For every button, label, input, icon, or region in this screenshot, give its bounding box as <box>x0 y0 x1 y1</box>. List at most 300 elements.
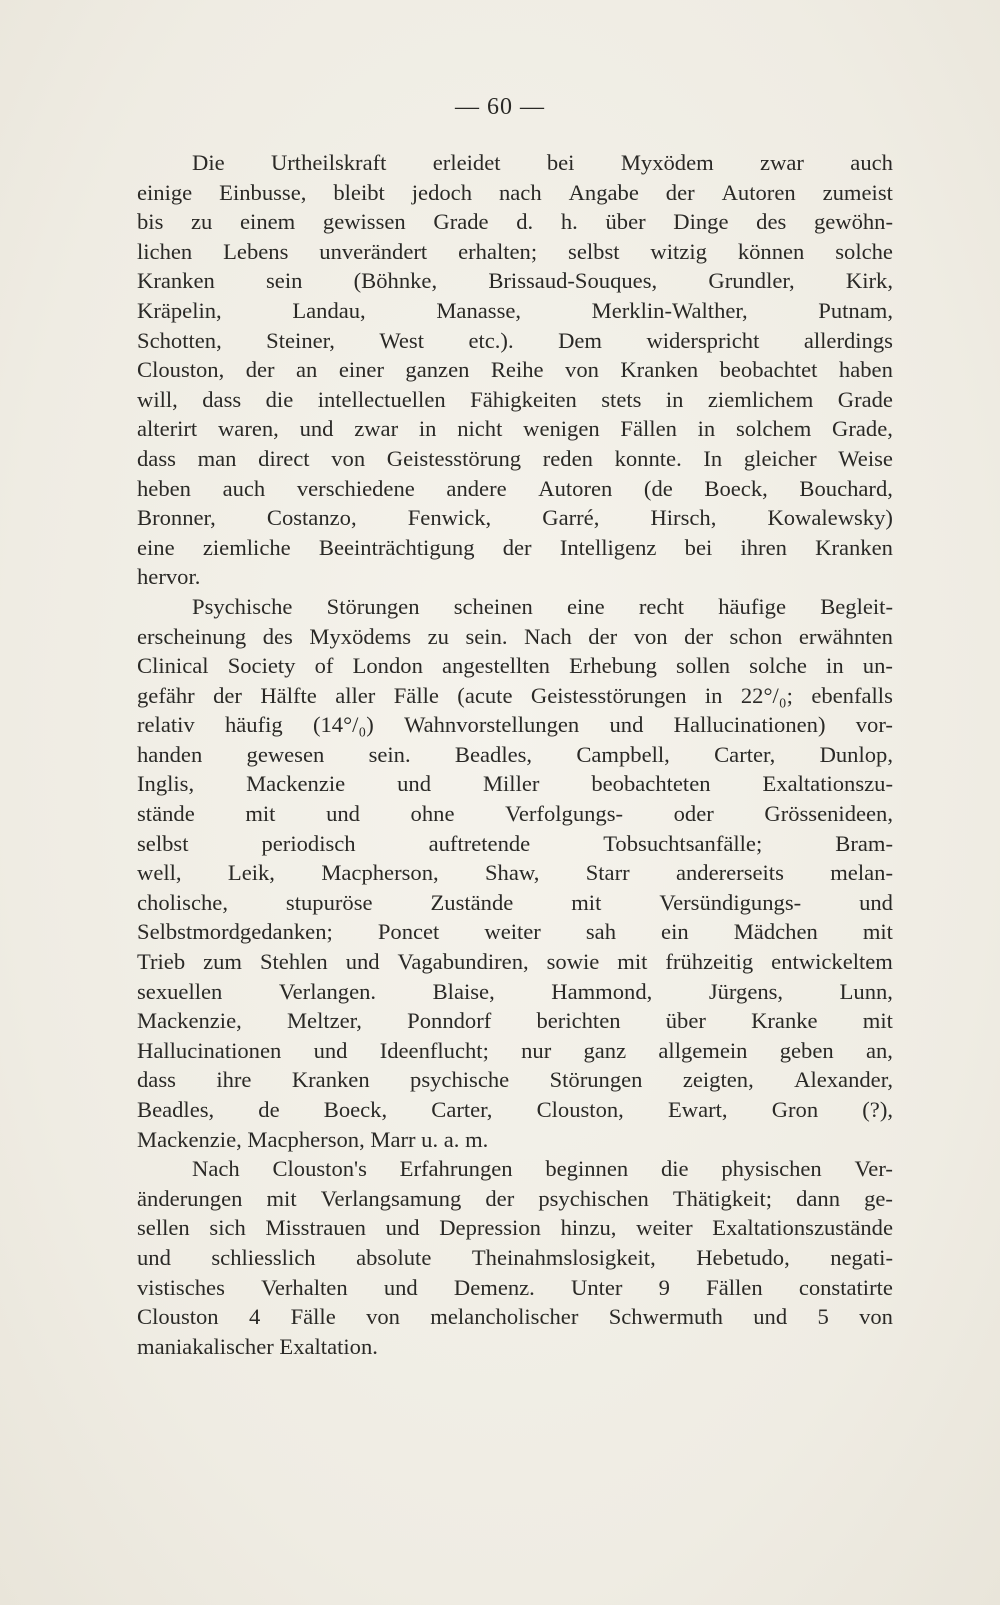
word: scheinen <box>453 593 533 619</box>
word: Demenz. <box>453 1274 535 1300</box>
word: eine <box>567 593 605 619</box>
word: Reihe <box>490 357 544 383</box>
word: Einbusse, <box>219 179 307 205</box>
word: sein. <box>368 741 411 767</box>
word: sah <box>585 919 616 945</box>
word: Clouston, <box>137 357 225 383</box>
word: erwähnten <box>798 623 893 649</box>
text-line <box>137 1065 893 1095</box>
word: In <box>703 445 723 471</box>
word: von <box>565 357 599 383</box>
word: Zustände <box>430 889 514 915</box>
word: auch <box>850 150 893 175</box>
word: des <box>262 623 293 649</box>
word: allerdings <box>803 327 893 353</box>
text-line: maniakalischer Exaltation. <box>137 1333 378 1359</box>
word: stupuröse <box>285 889 373 915</box>
word: Fähigkeiten <box>470 386 577 412</box>
word: selbst <box>568 238 620 264</box>
word: Störungen <box>326 593 420 619</box>
word: Clouston, <box>536 1097 624 1122</box>
word: absolute <box>356 1244 432 1270</box>
word: Inglis, <box>137 771 195 797</box>
word: Starr <box>585 860 630 886</box>
word: Depression <box>439 1215 541 1241</box>
word: Geistesstörung <box>386 445 522 471</box>
word: erscheinung <box>137 623 247 649</box>
text-line <box>137 651 893 681</box>
word: dass <box>137 1067 176 1093</box>
word: lichen <box>137 238 193 264</box>
word: ihren <box>740 534 787 560</box>
word: eine <box>137 534 175 560</box>
text-line <box>137 858 893 888</box>
word: gewissen <box>322 209 406 235</box>
word: Ewart, <box>667 1097 728 1122</box>
word: oder <box>673 801 714 827</box>
word: Mädchen <box>733 919 818 945</box>
word: wenigen <box>523 416 600 442</box>
word: weiter <box>484 919 541 945</box>
word: negati- <box>830 1244 893 1270</box>
word: Versündigungs- <box>659 889 802 915</box>
word: der <box>245 357 275 383</box>
word: zu <box>191 209 213 235</box>
word: Kräpelin, <box>137 297 222 323</box>
word: gewöhn- <box>813 209 893 235</box>
word: Alexander, <box>794 1067 893 1093</box>
text-line <box>137 622 893 652</box>
word: Landau, <box>292 297 366 323</box>
word: und <box>859 889 893 915</box>
word: Dunlop, <box>819 741 893 767</box>
word: in <box>697 416 716 442</box>
word: ziemliche <box>202 534 291 560</box>
word: sowie <box>546 949 600 975</box>
word: 4 <box>248 1304 261 1330</box>
word: zumeist <box>822 179 893 205</box>
word: Dinge <box>673 209 729 235</box>
word: der <box>485 1185 515 1211</box>
text-line <box>137 1095 893 1125</box>
word: Boeck, <box>323 1097 388 1122</box>
word: mit <box>245 801 276 827</box>
page-number: — 60 — <box>455 94 545 120</box>
word: sollen <box>676 653 731 679</box>
word: zwar <box>760 150 804 175</box>
word: Vagabundiren, <box>397 949 529 975</box>
text-line: Mackenzie, Macpherson, Marr u. a. m. <box>137 1126 489 1152</box>
text-line <box>137 799 893 829</box>
word: der <box>213 682 242 708</box>
word: Hirsch, <box>650 505 717 531</box>
word: können <box>737 238 805 264</box>
text-line <box>137 710 893 740</box>
word: relativ <box>137 712 195 738</box>
word: allgemein <box>658 1037 748 1063</box>
word: de <box>258 1097 280 1122</box>
word: frühzeitig <box>665 949 754 975</box>
word: mit <box>266 1185 297 1211</box>
word: of <box>314 653 334 679</box>
word: Ideenflucht; <box>379 1037 489 1063</box>
word: sein. <box>465 623 508 649</box>
word: der <box>588 623 618 649</box>
paragraph-3 <box>137 1154 893 1361</box>
word: vor- <box>855 712 893 738</box>
text-line <box>137 1036 893 1066</box>
text-line <box>137 1006 893 1036</box>
word: Hebetudo, <box>696 1244 790 1270</box>
word: Verlangsamung <box>320 1185 462 1211</box>
word: Unter <box>571 1274 623 1300</box>
word: an <box>296 357 318 383</box>
word: schliesslich <box>211 1244 316 1270</box>
word: Steiner, <box>266 327 335 353</box>
word: unverändert <box>319 238 428 264</box>
word: bis <box>137 209 164 235</box>
word: Merklin-Walther, <box>591 297 748 323</box>
word: Hallucinationen) <box>673 712 826 738</box>
text-line <box>137 503 893 533</box>
word: Autoren <box>721 179 796 205</box>
word: zum <box>203 949 242 975</box>
word: nicht <box>457 416 503 442</box>
word: Shaw, <box>484 860 540 886</box>
word: (14°/₀) <box>312 712 374 738</box>
word: nach <box>498 179 542 205</box>
word: Leik, <box>227 860 275 886</box>
word: Psychische <box>192 593 293 619</box>
word: der <box>502 534 532 560</box>
word: Lebens <box>223 238 289 264</box>
word: einige <box>137 179 193 205</box>
word: Society <box>227 653 296 679</box>
word: Nach <box>524 623 572 649</box>
word: ziemlichem <box>707 386 814 412</box>
word: Garré, <box>542 505 600 531</box>
word: Stehlen <box>259 949 328 975</box>
word: bei <box>546 150 575 175</box>
word: Autoren <box>538 475 613 501</box>
word: gleicher <box>743 445 817 471</box>
word: periodisch <box>261 830 356 856</box>
word: schon <box>729 623 783 649</box>
word: entwickeltem <box>771 949 893 975</box>
word: und <box>383 1274 418 1300</box>
word: zu <box>427 623 449 649</box>
word: dass <box>137 445 176 471</box>
word: jedoch <box>411 179 473 205</box>
word: Kranken <box>620 357 699 383</box>
word: recht <box>638 593 685 619</box>
word: vistisches <box>137 1274 225 1300</box>
word: Fälle <box>290 1304 336 1330</box>
word: sellen <box>137 1215 190 1241</box>
word: Lunn, <box>839 978 893 1004</box>
text-line <box>137 769 893 799</box>
word: Selbstmordgedanken; <box>137 919 333 945</box>
word: Geistesstörungen <box>530 682 687 708</box>
word: in <box>826 653 844 679</box>
word: Fälle <box>393 682 439 708</box>
word: erhalten; <box>458 238 538 264</box>
word: aller <box>335 682 376 708</box>
text-line <box>137 917 893 947</box>
word: psychischen <box>538 1185 649 1211</box>
word: Campbell, <box>576 741 670 767</box>
word: in <box>418 416 437 442</box>
word: Grade, <box>832 416 893 442</box>
word: Schwermuth <box>608 1304 723 1330</box>
word: physischen <box>721 1156 822 1182</box>
word: und <box>326 801 360 827</box>
word: ebenfalls <box>811 682 893 708</box>
word: un- <box>862 653 893 679</box>
paragraph-2 <box>137 592 893 1154</box>
word: die <box>660 1156 689 1182</box>
word: Carter, <box>431 1097 493 1122</box>
word: ganzen <box>405 357 470 383</box>
word: konnte. <box>614 445 682 471</box>
word: Erfahrungen <box>399 1156 513 1182</box>
word: Thätigkeit; <box>672 1185 772 1211</box>
word: zwar <box>354 416 399 442</box>
word: in <box>665 386 684 412</box>
text-line <box>137 1213 893 1243</box>
word: Grade <box>433 209 489 235</box>
word: 5 <box>817 1304 829 1330</box>
text-line <box>137 385 893 415</box>
word: an, <box>865 1037 893 1063</box>
word: Meltzer, <box>286 1008 362 1034</box>
word: Macpherson, <box>321 860 439 886</box>
word: mit <box>571 889 602 915</box>
word: solche <box>835 238 893 264</box>
word: London <box>352 653 423 679</box>
text-line <box>137 326 893 356</box>
word: cholische, <box>137 889 228 915</box>
text-line <box>137 237 893 267</box>
word: Dem <box>558 327 602 353</box>
word: Schotten, <box>137 327 222 353</box>
word: Theinahmslosigkeit, <box>471 1244 656 1270</box>
word: sein <box>266 268 303 294</box>
word: Blaise, <box>432 978 495 1004</box>
word: Gron <box>771 1097 819 1122</box>
word: Kranken <box>137 268 215 294</box>
word: Die <box>192 150 225 175</box>
word: Beadles, <box>137 1097 215 1122</box>
word: änderungen <box>137 1185 243 1211</box>
word: solche <box>749 653 807 679</box>
word: well, <box>137 860 182 886</box>
word: etc.). <box>468 327 514 353</box>
text-line <box>137 444 893 474</box>
word: Manasse, <box>436 297 522 323</box>
word: d. <box>516 209 534 235</box>
text-line <box>137 266 893 296</box>
word: und <box>313 1037 348 1063</box>
word: Fällen <box>706 1274 763 1300</box>
word: (?), <box>862 1097 893 1122</box>
text-line <box>137 977 893 1007</box>
word: Hallucinationen <box>137 1037 282 1063</box>
word: Ponndorf <box>407 1008 492 1034</box>
text-line <box>137 533 893 563</box>
word: Grundler, <box>708 268 795 294</box>
word: (Böhnke, <box>353 268 438 294</box>
word: Misstrauen <box>265 1215 366 1241</box>
word: Kowalewsky) <box>767 505 893 531</box>
word: stände <box>137 801 195 827</box>
text-line <box>137 1184 893 1214</box>
word: Störungen <box>549 1067 643 1093</box>
word: Verhalten <box>261 1274 348 1300</box>
word: Bouchard, <box>799 475 893 501</box>
word: gefähr <box>137 682 195 708</box>
word: über <box>665 1008 706 1034</box>
body-text <box>137 148 893 1361</box>
word: Bram- <box>835 830 893 856</box>
text-line <box>137 148 893 178</box>
word: reden <box>542 445 593 471</box>
word: man <box>197 445 237 471</box>
word: Hälfte <box>260 682 317 708</box>
word: und <box>753 1304 788 1330</box>
word: Clinical <box>137 653 209 679</box>
word: Grade <box>837 386 893 412</box>
word: und <box>137 1244 171 1270</box>
word: angestellten <box>442 653 550 679</box>
word: stets <box>601 386 642 412</box>
word: Fällen <box>620 416 677 442</box>
word: Boeck, <box>704 475 768 501</box>
word: Kirk, <box>845 268 893 294</box>
word: intellectuellen <box>317 386 446 412</box>
word: Verfolgungs- <box>505 801 624 827</box>
word: Exaltationszustände <box>712 1215 893 1241</box>
word: bei <box>684 534 713 560</box>
text-line <box>137 947 893 977</box>
word: Carter, <box>714 741 776 767</box>
word: erleidet <box>432 150 501 175</box>
word: psychische <box>410 1067 510 1093</box>
word: häufig <box>224 712 283 738</box>
paragraph-1 <box>137 148 893 592</box>
word: beobachtet <box>719 357 818 383</box>
text-line <box>137 740 893 770</box>
word: melancholischer <box>430 1304 579 1330</box>
word: Angabe <box>568 179 639 205</box>
word: h. <box>560 209 578 235</box>
word: heben <box>137 475 191 501</box>
word: Begleit- <box>820 593 893 619</box>
word: der <box>684 623 713 649</box>
word: und <box>609 712 644 738</box>
word: Miller <box>482 771 540 797</box>
word: ge- <box>864 1185 893 1211</box>
word: selbst <box>137 830 189 856</box>
word: will, <box>137 386 178 412</box>
word: in <box>704 682 723 708</box>
word: häufige <box>718 593 786 619</box>
word: und <box>345 949 380 975</box>
word: Poncet <box>377 919 440 945</box>
word: andere <box>446 475 507 501</box>
word: von <box>331 445 366 471</box>
word: Erhebung <box>569 653 657 679</box>
word: Fenwick, <box>407 505 492 531</box>
word: Clouston's <box>272 1156 367 1182</box>
text-line <box>137 207 893 237</box>
word: Putnam, <box>818 297 893 323</box>
word: handen <box>137 741 203 767</box>
text-line <box>137 1243 893 1273</box>
word: zeigten, <box>682 1067 754 1093</box>
text-line <box>137 1154 893 1184</box>
word: der <box>665 179 695 205</box>
word: 22°/₀; <box>740 682 793 708</box>
word: ein <box>661 919 689 945</box>
word: 9 <box>658 1274 670 1300</box>
word: Exaltationszu- <box>762 771 893 797</box>
text-line <box>137 681 893 711</box>
text-line <box>137 829 893 859</box>
word: Weise <box>838 445 893 471</box>
text-line <box>137 888 893 918</box>
word: Kranken <box>815 534 893 560</box>
word: gewesen <box>246 741 325 767</box>
word: und <box>397 771 431 797</box>
word: Nach <box>192 1156 240 1182</box>
word: haben <box>838 357 893 383</box>
word: solchem <box>735 416 812 442</box>
word: ihre <box>216 1067 252 1093</box>
word: und <box>385 1215 420 1241</box>
word: Beadles, <box>454 741 533 767</box>
word: (de <box>643 475 673 501</box>
word: hinzu, <box>560 1215 617 1241</box>
word: nur <box>521 1037 552 1063</box>
word: ohne <box>410 801 455 827</box>
word: verschiedene <box>296 475 415 501</box>
text-line <box>137 1273 893 1303</box>
word: widerspricht <box>646 327 760 353</box>
word: Mackenzie, <box>137 1008 242 1034</box>
word: alterirt <box>137 416 198 442</box>
word: mit <box>862 1008 893 1034</box>
word: dann <box>796 1185 841 1211</box>
word: mit <box>862 919 893 945</box>
text-line <box>137 414 893 444</box>
word: Clouston <box>137 1304 219 1330</box>
word: Hammond, <box>551 978 653 1004</box>
word: melan- <box>830 860 893 886</box>
word: ganz <box>583 1037 627 1063</box>
text-line <box>137 296 893 326</box>
word: West <box>379 327 424 353</box>
word: constatirte <box>798 1274 893 1300</box>
word: auch <box>222 475 266 501</box>
word: Tobsuchtsanfälle; <box>603 830 763 856</box>
word: und <box>299 416 334 442</box>
word: Ver- <box>854 1156 893 1182</box>
word: Verlangen. <box>278 978 377 1004</box>
text-line <box>137 1302 893 1332</box>
word: waren, <box>217 416 279 442</box>
text-line: hervor. <box>137 564 201 590</box>
